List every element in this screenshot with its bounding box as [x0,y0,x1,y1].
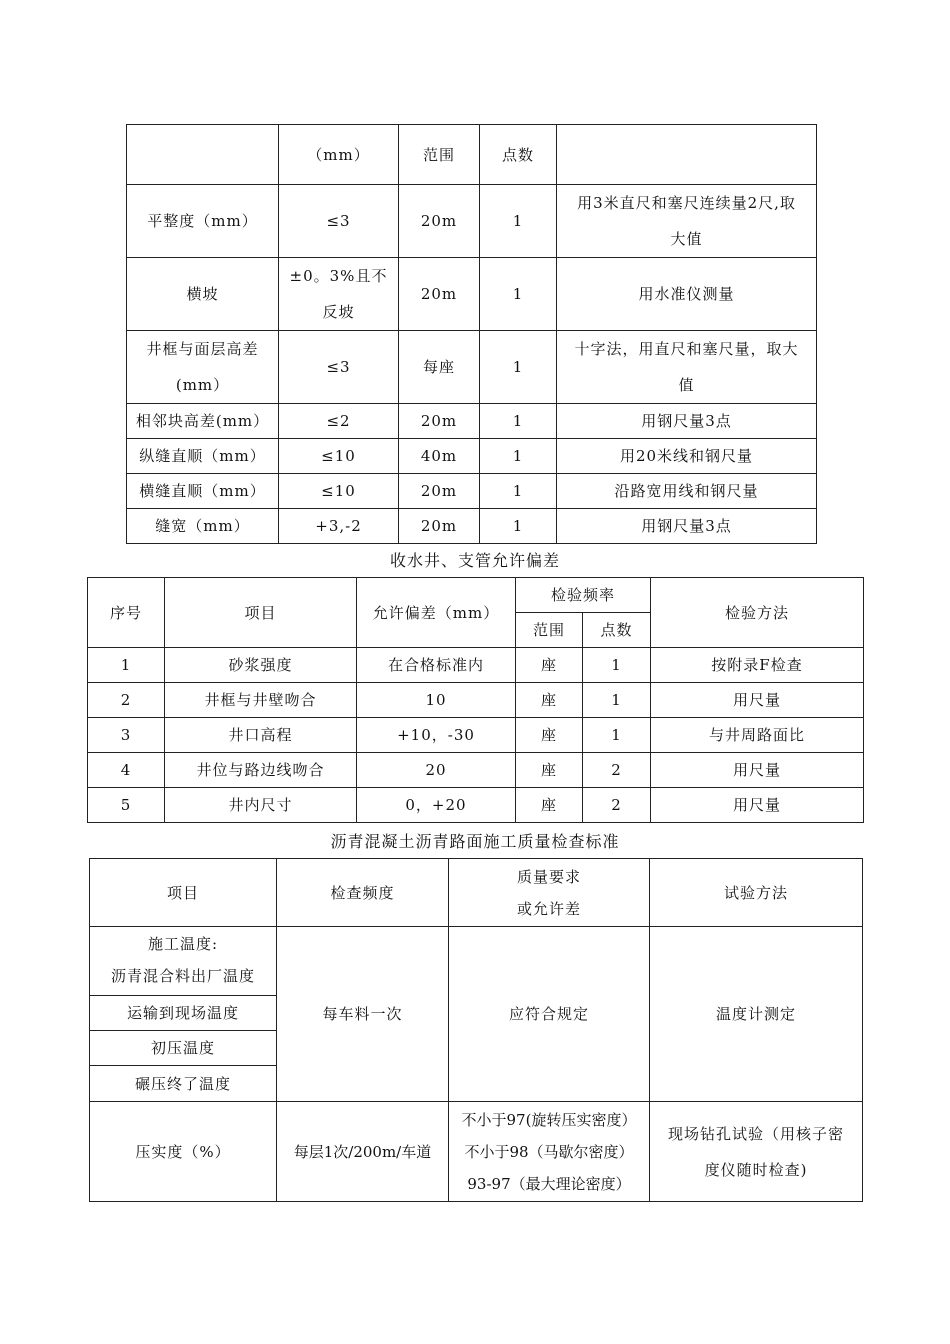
item-cell: 相邻块高差(mm） [127,404,279,439]
tolerance-cell: +3,-2 [279,509,399,544]
table-row [88,788,864,823]
table-row [88,683,864,718]
method-cell [650,1102,863,1202]
no-cell: 2 [88,683,165,718]
tolerance-cell: 20 [357,753,516,788]
item-cell: 横坡 [127,258,279,331]
tolerance-cell: 10 [357,683,516,718]
table-row [127,331,817,404]
table-asphalt-quality [89,858,863,1202]
count-cell: 2 [583,788,651,823]
table-catch-basin-tolerance [87,577,864,823]
range-cell: 20m [399,185,480,258]
count-cell: 1 [583,683,651,718]
count-cell: 1 [480,404,557,439]
table-row [90,927,863,996]
table-header-row [88,578,864,613]
no-cell: 3 [88,718,165,753]
table-caption: 收水井、支管允许偏差 [389,551,560,570]
item-line: 施工温度: [147,935,219,953]
header-cell-item: 项目 [165,578,357,648]
range-cell: 座 [516,788,583,823]
count-cell: 2 [583,753,651,788]
method-cell: 用钢尺量3点 [557,404,817,439]
header-cell-item: 项目 [90,859,277,927]
count-cell: 1 [480,474,557,509]
no-cell: 4 [88,753,165,788]
table-row [127,474,817,509]
no-cell: 1 [88,648,165,683]
tolerance-line: ±0。3%且不 [289,267,388,285]
frequency-cell: 每车料一次 [277,927,449,1102]
table-row [90,1102,863,1202]
method-line: 值 [678,376,695,394]
method-line: 十字法，用直尺和塞尺量，取大 [574,340,799,358]
item-cell: 横缝直顺（mm） [127,474,279,509]
requirement-cell: 应符合规定 [449,927,650,1102]
method-cell: 用尺量 [651,788,864,823]
table-row [88,718,864,753]
method-line: 现场钻孔试验（用核子密 [667,1124,844,1143]
item-cell [90,927,277,996]
count-cell: 1 [583,718,651,753]
tolerance-line: 反坡 [322,303,355,321]
table-row [88,753,864,788]
requirement-line: 或允许差 [516,899,581,918]
requirement-line: 质量要求 [516,867,581,886]
header-cell-frequency: 检验频率 [516,578,651,613]
method-cell: 用水准仪测量 [557,258,817,331]
header-cell-tolerance: 允许偏差（mm） [357,578,516,648]
no-cell: 5 [88,788,165,823]
table-row [127,185,817,258]
range-cell: 座 [516,753,583,788]
range-cell: 每座 [399,331,480,404]
tolerance-cell [279,258,399,331]
frequency-cell: 每层1次/200m/车道 [277,1102,449,1202]
header-cell-method: 检验方法 [651,578,864,648]
table-row [127,509,817,544]
range-cell: 座 [516,683,583,718]
requirement-cell [449,1102,650,1202]
item-cell: 平整度（mm） [127,185,279,258]
item-cell [127,331,279,404]
method-cell: 按附录F检查 [651,648,864,683]
header-cell-frequency: 检查频度 [277,859,449,927]
count-cell: 1 [583,648,651,683]
header-cell-tolerance: （mm） [279,125,399,185]
count-cell: 1 [480,509,557,544]
method-cell [557,331,817,404]
count-cell: 1 [480,439,557,474]
item-cell: 井位与路边线吻合 [165,753,357,788]
header-cell-no: 序号 [88,578,165,648]
header-cell-count: 点数 [583,613,651,648]
tolerance-cell: 在合格标准内 [357,648,516,683]
method-cell: 与井周路面比 [651,718,864,753]
item-cell: 初压温度 [90,1031,277,1066]
header-cell-count: 点数 [480,125,557,185]
header-cell-range: 范围 [399,125,480,185]
tolerance-cell: 0，+20 [357,788,516,823]
method-line: 大值 [670,230,703,248]
table-pavement-tolerance [126,124,817,544]
range-cell: 20m [399,474,480,509]
table-row [127,439,817,474]
header-cell-method: 试验方法 [650,859,863,927]
method-line: 用3米直尺和塞尺连续量2尺,取 [577,194,796,212]
method-cell: 用20米线和钢尺量 [557,439,817,474]
tolerance-cell: ≤10 [279,474,399,509]
header-cell-range: 范围 [516,613,583,648]
requirement-line: 93-97（最大理论密度） [467,1174,631,1193]
tolerance-cell: ≤3 [279,331,399,404]
method-cell: 温度计测定 [650,927,863,1102]
item-cell: 砂浆强度 [165,648,357,683]
range-cell: 20m [399,509,480,544]
item-cell: 碾压终了温度 [90,1066,277,1102]
item-line: (mm） [175,376,230,394]
item-cell: 运输到现场温度 [90,996,277,1031]
range-cell: 20m [399,258,480,331]
item-cell: 纵缝直顺（mm） [127,439,279,474]
requirement-line: 不小于97(旋转压实密度） [461,1110,637,1129]
requirement-line: 不小于98（马歇尔密度） [464,1142,634,1161]
count-cell: 1 [480,331,557,404]
header-cell-method [557,125,817,185]
table-row [127,258,817,331]
tolerance-cell: ≤10 [279,439,399,474]
item-cell: 缝宽（mm） [127,509,279,544]
item-cell: 压实度（%） [90,1102,277,1202]
range-cell: 20m [399,404,480,439]
table-caption: 沥青混凝土沥青路面施工质量检查标准 [330,832,620,851]
table-header-row [90,859,863,927]
table-row [127,404,817,439]
item-cell: 井框与井壁吻合 [165,683,357,718]
count-cell: 1 [480,185,557,258]
range-cell: 座 [516,718,583,753]
table-header-row [127,125,817,185]
item-cell: 井内尺寸 [165,788,357,823]
method-line: 度仪随时检查) [704,1160,808,1179]
tolerance-cell: ≤3 [279,185,399,258]
range-cell: 座 [516,648,583,683]
method-cell: 用尺量 [651,683,864,718]
header-cell-item [127,125,279,185]
method-cell: 用尺量 [651,753,864,788]
item-cell: 井口高程 [165,718,357,753]
item-line: 井框与面层高差 [146,340,259,358]
item-line: 沥青混合料出厂温度 [110,967,255,985]
method-cell: 用钢尺量3点 [557,509,817,544]
method-cell [557,185,817,258]
table-row [88,648,864,683]
tolerance-cell: ≤2 [279,404,399,439]
method-cell: 沿路宽用线和钢尺量 [557,474,817,509]
header-cell-requirement [449,859,650,927]
range-cell: 40m [399,439,480,474]
tolerance-cell: +10，-30 [357,718,516,753]
count-cell: 1 [480,258,557,331]
